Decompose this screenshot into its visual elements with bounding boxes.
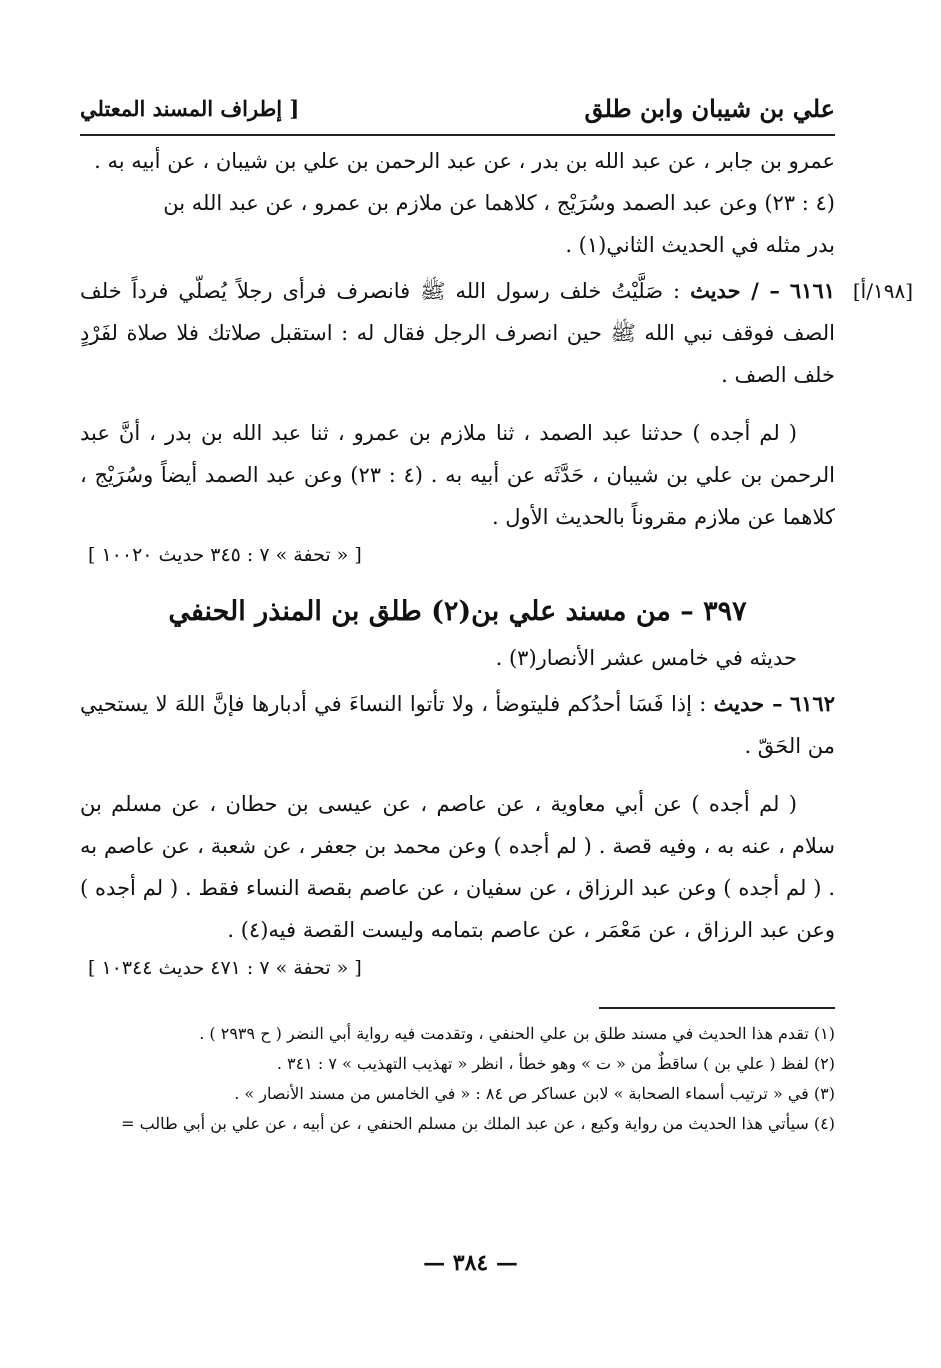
hadith-label: – / حديث bbox=[690, 278, 780, 303]
page-number: — ٣٨٤ — bbox=[423, 1250, 518, 1276]
hadith-number: ٦١٦١ bbox=[789, 278, 836, 303]
running-header bbox=[80, 88, 835, 132]
hadith-6162 bbox=[80, 683, 835, 767]
text-line: بدر مثله في الحديث الثاني(١) . bbox=[565, 233, 835, 257]
hadith-text: : صَلَّيْتُ خلف رسول الله ﷺ فانصرف فرأى رجلاً يُصلّي فرداً خلف الصف فوقف نبي الله ﷺ حين انصرف الرجل فقال له : استقبل صلاتك فلا صلاة لفَرْدٍ خلف الصف . bbox=[80, 279, 835, 387]
footnote: (١) تقدم هذا الحديث في مسند طلق بن علي الحنفي ، وتقدمت فيه رواية أبي النضر ( ح ٢٩٣٩ ) . bbox=[199, 1024, 835, 1043]
footnotes bbox=[80, 1019, 835, 1139]
hadith-text: : إذا فَسَا أحدُكم فليتوضأ ، ولا تأتوا النساءَ في أدبارها فإنَّ اللهَ لا يستحيي من الحَقّ . bbox=[80, 692, 835, 758]
section-title: ٣٩٧ – من مسند علي بن(٢) طلق بن المنذر الحنفي bbox=[168, 596, 747, 627]
isnad-6162: ( لم أجده ) عن أبي معاوية ، عن عاصم ، عن عيسى بن حطان ، عن مسلم بن سلام ، عنه به ، وفيه قصة . ( لم أجده ) وعن محمد بن جعفر ، عن شعبة ، عن عاصم به . ( لم أجده ) وعن عبد الرزاق ، عن سفيان ، عن عاصم بقصة النساء فقط . ( لم أجده ) وعن عبد الرزاق ، عن مَعْمَر ، عن عاصم بتمامه وليست القصة فيه(٤) . bbox=[80, 792, 835, 942]
footnote: (٣) في « ترتيب أسماء الصحابة » لابن عساكر ص ٨٤ : « في الخامس من مسند الأنصار » . bbox=[234, 1084, 835, 1103]
text-line: (٤ : ٢٣) وعن عبد الصمد وسُرَيْج ، كلاهما عن ملازم بن عمرو ، عن عبد الله بن bbox=[163, 191, 835, 215]
hadith-6161 bbox=[80, 270, 913, 396]
tuhfa-reference: [ « تحفة » ٧ : ٣٤٥ حديث ١٠٠٢٠ ] bbox=[88, 544, 362, 566]
hadith-label: – حديث bbox=[713, 691, 783, 716]
footnote: (٢) لفظ ( علي بن ) ساقطٌ من « ت » وهو خطأ ، انظر « تهذيب التهذيب » ٧ : ٣٤١ . bbox=[276, 1054, 835, 1073]
footnote: (٤) سيأتي هذا الحديث من رواية وكيع ، عن عبد الملك بن مسلم الحنفي ، عن أبيه ، عن علي بن أبي طالب = bbox=[121, 1114, 835, 1133]
header-rule bbox=[80, 134, 835, 136]
hadith-number: ٦١٦٢ bbox=[789, 691, 835, 716]
text-line: عمرو بن جابر ، عن عبد الله بن بدر ، عن عبد الرحمن بن علي بن شيبان ، عن أبيه به . bbox=[94, 149, 835, 173]
section-note: حديثه في خامس عشر الأنصار(٣) . bbox=[495, 646, 797, 670]
continuation-block bbox=[80, 140, 835, 266]
header-title: علي بن شيبان وابن طلق bbox=[584, 94, 835, 123]
footnote-separator bbox=[599, 1007, 835, 1009]
tuhfa-reference: [ « تحفة » ٧ : ٤٧١ حديث ١٠٣٤٤ ] bbox=[88, 957, 362, 979]
header-book-title: [ إطراف المسند المعتلي bbox=[80, 96, 300, 121]
page-body bbox=[80, 88, 913, 1139]
manuscript-folio-ref: [١٩٨/أ] bbox=[852, 279, 913, 303]
isnad-6161: ( لم أجده ) حدثنا عبد الصمد ، ثنا ملازم بن عمرو ، ثنا عبد الله بن بدر ، أنَّ عبد الرحمن بن علي بن شيبان ، حَدَّثَه عن أبيه به . (٤ : ٢٣) وعن عبد الصمد أيضاً وسُرَيْج ، كلاهما عن ملازم مقروناً بالحديث الأول . bbox=[80, 421, 835, 529]
